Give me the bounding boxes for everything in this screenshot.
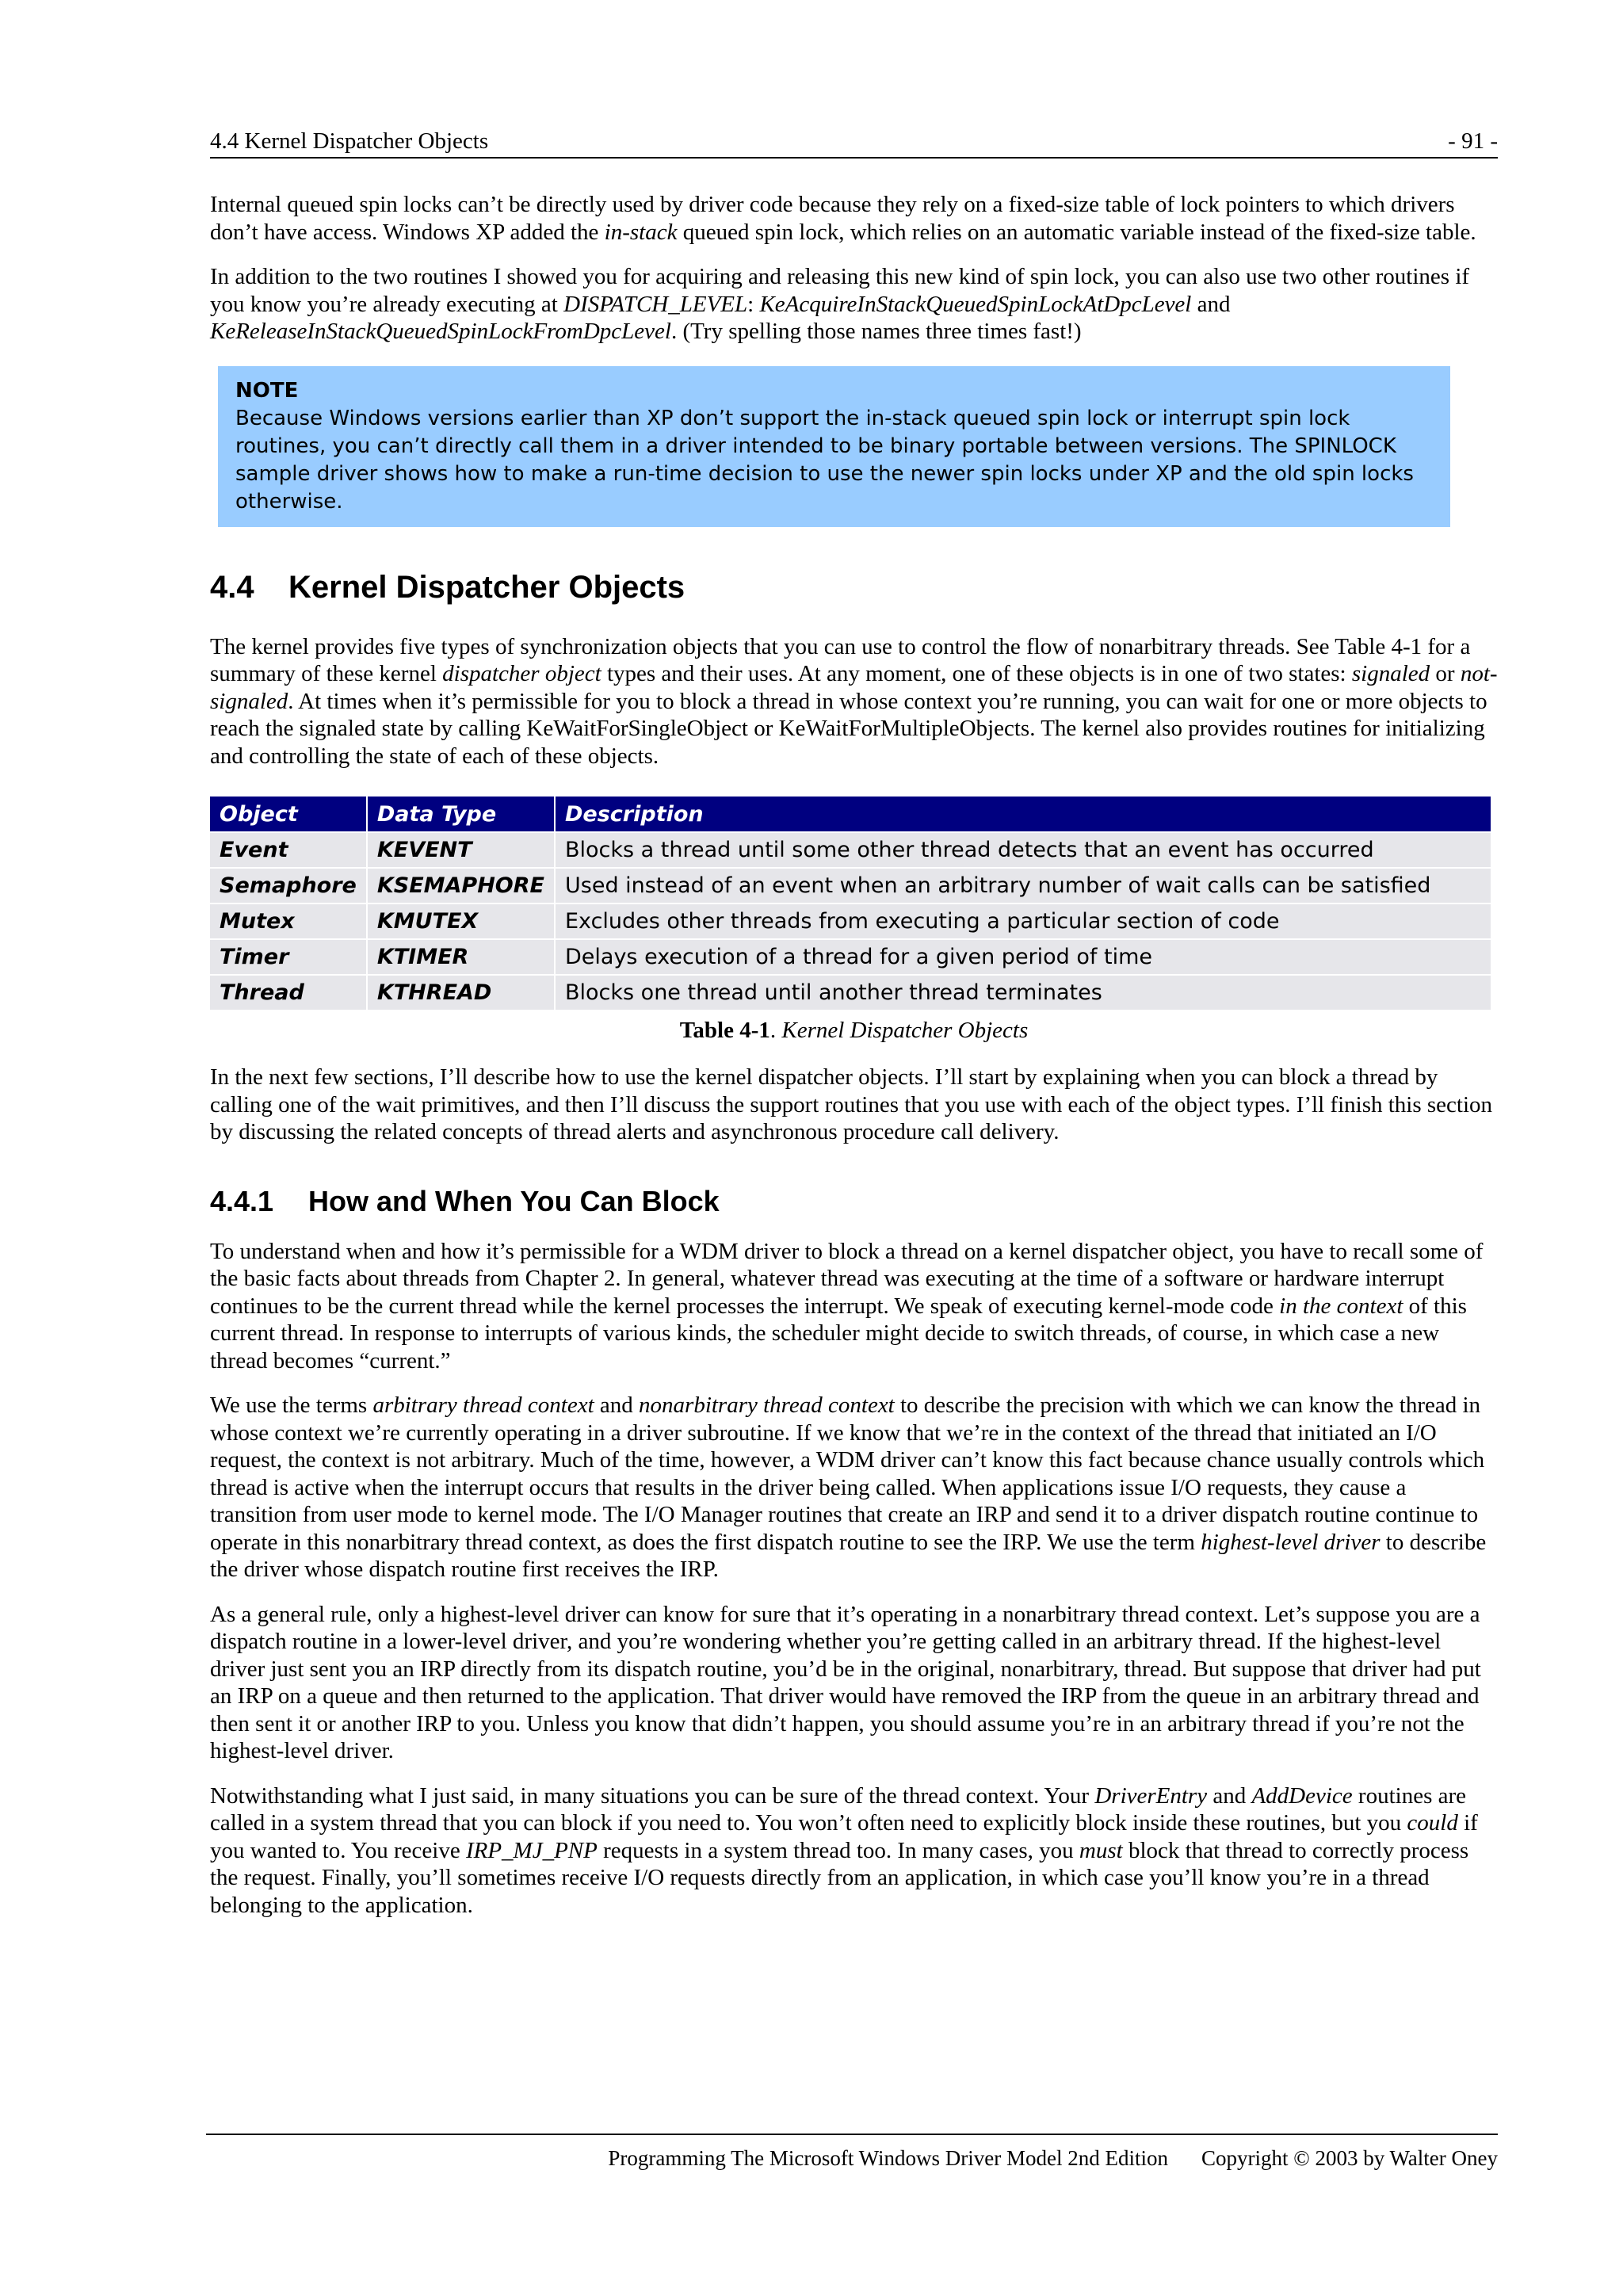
caption-separator: . (769, 1018, 782, 1043)
cell-data-type: KEVENT (367, 832, 555, 868)
emphasis-text: highest-level driver (1201, 1529, 1381, 1555)
section-heading (210, 568, 1498, 606)
text-run: : (747, 291, 760, 317)
text-run: block that thread to correctly process the request. Finally, you’ll sometimes receive I/O requests directly from an application, in which case you’ll know you’re in a thread belonging to the application. (210, 1837, 1469, 1918)
emphasis-text: AddDevice (1251, 1782, 1353, 1809)
emphasis-text: dispatcher object (442, 661, 601, 686)
text-run: We use the terms (210, 1392, 373, 1418)
paragraph (210, 191, 1498, 246)
paragraph (210, 1064, 1498, 1146)
note-title: NOTE (235, 378, 299, 403)
dispatcher-objects-table (210, 797, 1492, 1010)
header-section-title: 4.4 Kernel Dispatcher Objects (210, 128, 489, 154)
table-row (210, 975, 1491, 1010)
emphasis-text: signaled (1351, 661, 1430, 686)
cell-description: Delays execution of a thread for a given period of time (555, 939, 1491, 975)
cell-object: Event (210, 832, 367, 868)
emphasis-text: KeAcquireInStackQueuedSpinLockAtDpcLevel (759, 291, 1192, 317)
emphasis-text: DISPATCH_LEVEL (563, 291, 748, 317)
section-title: Kernel Dispatcher Objects (288, 569, 685, 605)
caption-label: Table 4-1 (679, 1018, 770, 1043)
emphasis-text: KeReleaseInStackQueuedSpinLockFromDpcLevel (210, 319, 671, 344)
text-run: types and their uses. At any moment, one of these objects is in one of two states: (601, 661, 1352, 686)
text-run: . At times when it’s permissible for you to block a thread in whose context you’re running, you can wait for one or more objects to reach the signaled state by calling KeWaitForSingleObject or KeWaitForMultipleObjects. The kernel also provides routines for initializing and controlling the state of each of these objects. (210, 688, 1487, 769)
cell-description: Excludes other threads from executing a particular section of code (555, 904, 1491, 939)
section-number: 4.4 (210, 569, 254, 605)
cell-data-type: KMUTEX (367, 904, 555, 939)
document-page (210, 127, 1498, 1919)
cell-object: Thread (210, 975, 367, 1010)
text-run: In addition to the two routines I showed you for acquiring and releasing this new kind of spin lock, you can also use two other routines if you know you’re already executing at (210, 264, 1470, 317)
emphasis-text: IRP_MJ_PNP (465, 1837, 598, 1863)
text-run: As a general rule, only a highest-level driver can know for sure that it’s operating in a nonarbitrary thread context. Let’s suppose you are a dispatch routine in a lower-level driver, and you’re wondering whether you’re getting called in an arbitrary thread. If the highest-level driver just sent you an IRP directly from its dispatch routine, you’d be in the original, nonarbitrary, thread. But suppose that driver had put an IRP on a queue and then returned to the application. That driver would have removed the IRP from the queue in an arbitrary thread and then sent it or another IRP to you. Unless you know that didn’t happen, you should assume you’re in an arbitrary thread if you’re not the highest-level driver. (210, 1601, 1481, 1763)
table-header-row (210, 797, 1491, 832)
text-run: and (594, 1392, 640, 1418)
text-run: . (Try spelling those names three times fast!) (670, 319, 1082, 344)
footer-copyright: Copyright © 2003 by Walter Oney (1201, 2146, 1498, 2170)
cell-data-type: KSEMAPHORE (367, 868, 555, 904)
emphasis-text: arbitrary thread context (372, 1392, 594, 1418)
cell-object: Mutex (210, 904, 367, 939)
text-run: to describe the precision with which we can know the thread in whose context we’re currently operating in a driver subroutine. If we know that we’re in the context of the thread that initiated an I/O request, the context is not arbitrary. Much of the time, however, a WDM driver can’t know this fact because chance usually controls which thread is active when the interrupt occurs that results in the driver being called. When applications issue I/O requests, they cause a transition from user mode to kernel mode. The I/O Manager routines that create an IRP and send it to a driver dispatch routine continue to operate in this nonarbitrary thread context, as does the first dispatch routine to see the IRP. We use the term (210, 1392, 1485, 1555)
paragraph (210, 633, 1498, 770)
text-run: and (1207, 1782, 1252, 1809)
text-run: to describe the driver whose dispatch routine first receives the IRP. (210, 1529, 1487, 1582)
subsection-number: 4.4.1 (210, 1184, 274, 1217)
emphasis-text: DriverEntry (1094, 1782, 1208, 1809)
text-run: In the next few sections, I’ll describe how to use the kernel dispatcher objects. I’ll start by explaining when you can block a thread by calling one of the wait primitives, and then I’ll discuss the support routines that you use with each of the object types. I’ll finish this section by discussing the related concepts of thread alerts and asynchronous procedure call delivery. (210, 1064, 1493, 1144)
table-row (210, 832, 1491, 868)
paragraph (210, 1782, 1498, 1920)
emphasis-text: in the context (1279, 1293, 1403, 1319)
text-run: and (1191, 291, 1231, 317)
text-run: or (1430, 661, 1461, 686)
cell-description: Blocks a thread until some other thread detects that an event has occurred (555, 832, 1491, 868)
cell-object: Timer (210, 939, 367, 975)
text-run: Notwithstanding what I just said, in many situations you can be sure of the thread context. Your (210, 1782, 1095, 1809)
text-run: if you wanted to. You receive (210, 1810, 1478, 1863)
note-text: Because Windows versions earlier than XP don’t support the in-stack queued spin lock or interrupt spin lock routines, you can’t directly call them in a driver intended to be binary portable between versions. The SPINLOCK sample driver shows how to make a run-time decision to use the newer spin locks under XP and the old spin locks otherwise. (235, 406, 1414, 514)
cell-data-type: KTIMER (367, 939, 555, 975)
table-row (210, 939, 1491, 975)
text-run: queued spin lock, which relies on an automatic variable instead of the fixed-size table. (677, 219, 1476, 245)
emphasis-text: must (1079, 1837, 1123, 1863)
emphasis-text: in-stack (604, 219, 678, 245)
text-run: routines are called in a system thread that you can block if you need to. You won’t often need to explicitly block inside these routines, but you (210, 1782, 1467, 1836)
cell-object: Semaphore (210, 868, 367, 904)
footer-rule (206, 2134, 1498, 2135)
emphasis-text: could (1407, 1810, 1458, 1836)
text-run: The kernel provides five types of synchronization objects that you can use to control the flow of nonarbitrary threads. See Table 4-1 for a summary of these kernel (210, 633, 1471, 686)
subsection-heading (210, 1184, 1498, 1219)
text-run: requests in a system thread too. In many cases, you (597, 1837, 1079, 1863)
column-header-object: Object (210, 797, 367, 832)
paragraph (210, 263, 1498, 346)
header-page-number: - 91 - (1448, 128, 1498, 154)
emphasis-text: nonarbitrary thread context (639, 1392, 895, 1418)
note-box (218, 366, 1450, 527)
cell-data-type: KTHREAD (367, 975, 555, 1010)
paragraph (210, 1238, 1498, 1375)
table-row (210, 868, 1491, 904)
cell-description: Used instead of an event when an arbitrary number of wait calls can be satisfied (555, 868, 1491, 904)
table-row (210, 904, 1491, 939)
subsection-title: How and When You Can Block (308, 1184, 720, 1217)
page-footer (608, 2146, 1498, 2171)
paragraph (210, 1392, 1498, 1584)
text-run: Internal queued spin locks can’t be directly used by driver code because they rely on a fixed-size table of lock pointers to which drivers don’t have access. Windows XP added the (210, 192, 1455, 245)
paragraph (210, 1601, 1498, 1765)
text-run: To understand when and how it’s permissible for a WDM driver to block a thread on a kernel dispatcher object, you have to recall some of the basic facts about threads from Chapter 2. In general, whatever thread was executing at the time of a software or hardware interrupt continues to be the current thread while the kernel processes the interrupt. We speak of executing kernel-mode code (210, 1238, 1484, 1319)
column-header-description: Description (555, 797, 1491, 832)
table-caption (210, 1016, 1498, 1045)
column-header-data-type: Data Type (367, 797, 555, 832)
emphasis-text: not-signaled (210, 661, 1498, 714)
footer-book-title: Programming The Microsoft Windows Driver Model 2nd Edition (608, 2146, 1168, 2170)
text-run: of this current thread. In response to interrupts of various kinds, the scheduler might decide to switch threads, of course, in which case a new thread becomes “current.” (210, 1293, 1467, 1373)
caption-title: Kernel Dispatcher Objects (781, 1018, 1029, 1043)
running-header (210, 127, 1498, 159)
cell-description: Blocks one thread until another thread terminates (555, 975, 1491, 1010)
